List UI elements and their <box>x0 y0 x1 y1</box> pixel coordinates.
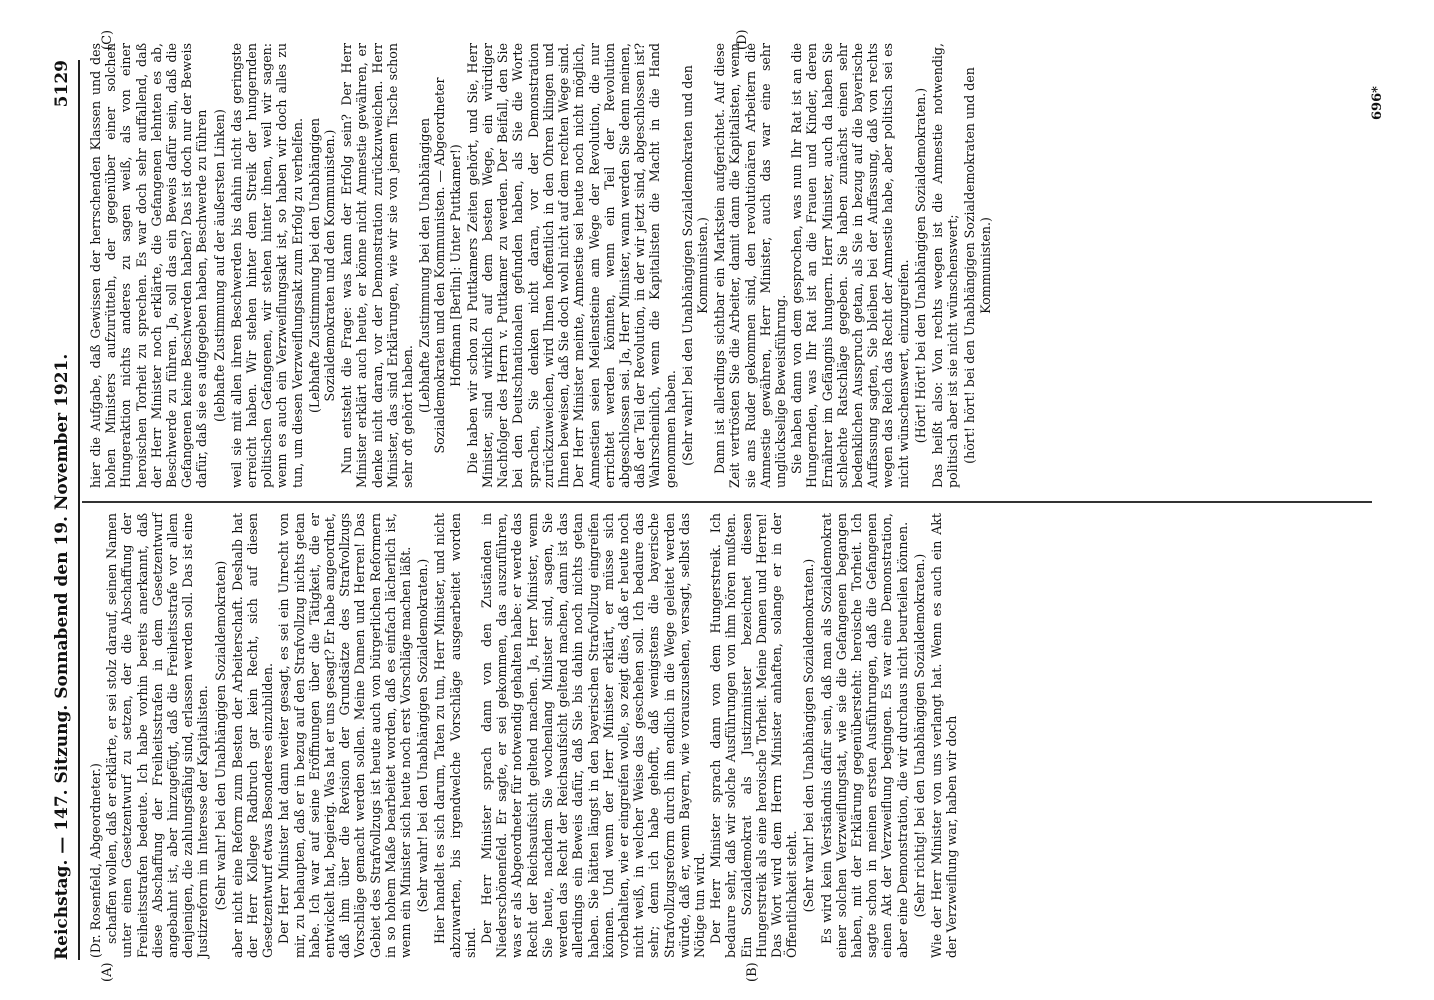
paragraph: Nun entsteht die Frage: was kann der Erfolg sein? Der Herr Minister erklärt auch heute, er könne nicht Amnestie gewähren, er denke nicht daran, vor der Demonstration zurückzuweichen. Herr Minister, das sind Erklärungen, wie wir sie von jenem Tische schon sehr oft gehört haben. <box>339 43 416 488</box>
header-rule <box>78 60 80 960</box>
running-title: Reichstag. — 147. Sitzung. Sonnabend den 19. November 1921. <box>52 353 72 960</box>
paragraph: Es wird kein Verständnis dafür sein, daß man als Sozialdemokrat einer solchen Verzweiflungstat, wie sie die Gefangenen begangen haben, mit der Erklärung gegenübersteht: heroische Torheit. Ich sagte schon in meinen ersten Ausführungen, daß die Gefangenen einen Akt der Verzweiflung begingen. Es war eine Demonstration, aber eine Demonstration, die wir durchaus nicht beurteilen können. <box>818 513 910 958</box>
page-number: 5129 <box>52 60 72 108</box>
paragraph: Hier handelt es sich darum, Taten zu tun, Herr Minister, und nicht abzuwarten, bis irgendwelche Vorschläge ausgearbeitet worden sind. <box>432 513 478 958</box>
paragraph: aber nicht eine Reform zum Besten der Arbeiterschaft. Deshalb hat der Herr Kollege Radbruch gar kein Recht, sich auf diesen Gesetzentwurf etwas Besonderes einzubilden. <box>229 513 276 958</box>
interjection: (Sehr wahr! bei den Unabhängigen Sozialdemokraten.) <box>801 558 817 913</box>
right-column <box>88 43 995 488</box>
paragraph: Das heißt also: Von rechts wegen ist die Amnestie notwendig, politisch aber ist sie nicht wünschenswert; <box>929 43 961 488</box>
paragraph: Der Herr Minister sprach dann von den Zuständen in Niederschönenfeld. Er sagte, er sei gekommen, das auszuführen, was er als Abgeordneter für notwendig gehalten habe: er werde das Recht der Reichsaufsicht geltend machen. Ja, Herr Minister, wenn Sie heute, nachdem Sie wochenlang Minister sind, sagen, Sie werden das Recht der Reichsaufsicht geltend machen, dann ist das allerdings ein Beweis dafür, daß Sie bis dahin noch nichts getan haben. Sie hätten längst in den bayerischen Strafvollzug eingreifen können. Und wenn der Herr Minister erklärt, er müsse sich vorbehalten, wie er eingreifen wolle, so zeigt dies, daß er heute noch nicht weiß, in welcher Weise das geschehen soll. Ich bedaure das sehr; denn ich habe gehofft, daß wenigstens die bayerische Strafvollzugsreform durch ihn endlich in die Wege geleitet werden würde, daß er, wenn Bayern, wie vorauszusehen, versagt, selbst das Nötige tun wird. <box>479 513 707 958</box>
digitization-note <box>1422 6 1434 996</box>
paragraph: Wie der Herr Minister von uns verlangt hat. Wenn es auch ein Akt der Verzweiflung war, haben wir doch <box>928 513 960 958</box>
paragraph: Der Herr Minister hat dann weiter gesagt, es sei ein Unrecht von mir, zu behaupten, daß er in bezug auf den Strafvollzug nichts getan habe. Ich war auf seine Eröffnungen über die Tätigkeit, die er entwickelt hat, begierig. Was hat er uns gesagt? Er habe angeordnet, daß ihm über die Revision der Grundsätze des Strafvollzugs Vorschläge gemacht werden sollen. Meine Damen und Herren! Das Gebiet des Strafvollzugs ist heute auch von bürgerlichen Reformern in so hohem Maße bearbeitet worden, daß es einfach lächerlich ist, wenn ein Minister sich heute noch erst Vorschläge machen läßt. <box>276 513 414 958</box>
margin-mark-b: (B) <box>745 962 760 982</box>
margin-mark-a: (A) <box>100 962 115 982</box>
interjection: (Sehr wahr! bei den Unabhängigen Sozialdemokraten.) <box>415 558 431 913</box>
speaker-line: (Dr. Rosenfeld, Abgeordneter.) <box>88 763 103 958</box>
margin-mark-c: (C) <box>100 29 115 50</box>
paragraph: Der Herr Minister sprach dann von dem Hungerstreik. Ich bedaure sehr, daß wir solche Ausführungen von ihm hören mußten. Ein Sozialdemokrat als Justizminister bezeichnet diesen Hungerstreik als eine heroische Torheit. Meine Damen und Herren! Das Wort wird dem Herrn Minister anhaften, solange er in der Öffentlichkeit steht. <box>708 513 800 958</box>
interjection: (Sehr wahr! bei den Unabhängigen Sozialdemokraten und den Kommunisten.) <box>679 65 710 466</box>
signature-mark: 696* <box>1370 86 1385 120</box>
paragraph: hier die Aufgabe, daß Gewissen der herrschenden Klassen und des hohen Ministers aufzurütteln, der gegenüber einer solchen Hungeraktion nichts anderes zu sagen weiß, als von einer heroischen Torheit zu sprechen. Es war doch sehr auffallend, daß der Herr Minister noch erklärte, die Gefangenen lehnten es ab, Beschwerde zu führen. Ja, soll das ein Beweis dafür sein, daß die Gefangenen keine Beschwerden haben? Das ist doch nur der Beweis dafür, daß sie es aufgegeben haben, Beschwerde zu führen <box>88 43 210 488</box>
interjection: (hört! hört! bei den Unabhängigen Sozialdemokraten und den Kommunisten.) <box>962 67 993 464</box>
left-column <box>88 513 960 958</box>
interjection: (Hört! Hört! bei den Unabhängigen Sozialdemokraten.) <box>912 87 928 444</box>
paragraph: Die haben wir schon zu Puttkamers Zeiten gehört, und Sie, Herr Minister, sind wirklich auf dem besten Wege, ein würdiger Nachfolger des Herrn v. Puttkamer zu werden. Der Beifall, den Sie bei den Deutschnationalen gefunden haben, als Sie die Worte sprachen, Sie denken nicht daran, vor der Demonstration zurückzuweichen, wird Ihnen hoffentlich in den Ohren klingen und Ihnen beweisen, daß Sie doch wohl nicht auf dem rechten Wege sind. Der Herr Minister meinte, Amnestie sei heute noch nicht möglich, Amnestien seien Meilensteine am Wege der Revolution, die nur errichtet werden könnten, wenn ein Teil der Revolution abgeschlossen sei. Ja, Herr Minister, wann werden Sie denn meinen, daß der Teil der Revolution, in der wir jetzt sind, abgeschlossen ist? Wahrscheinlich, wenn die Kapitalisten die Macht in die Hand genommen haben. <box>464 43 678 488</box>
paragraph: Dann ist allerdings sichtbar ein Markstein aufgerichtet. Auf diese Zeit vertrösten Sie die Arbeiter, damit dann die Kapitalisten, wenn sie ans Ruder gekommen sind, den revolutionären Arbeitern die Amnestie gewähren, Herr Minister, auch das war eine sehr unglückselige Beweisführung. <box>712 43 788 488</box>
margin-mark-d: (D) <box>735 29 750 50</box>
page-header <box>52 60 76 960</box>
interjection: (Lebhafte Zustimmung bei den Unabhängigen Sozialdemokraten und den Kommunisten. — Abgeordneter Hoffmann [Berlin]: Unter Puttkamer!) <box>417 77 463 454</box>
interjection: (Sehr wahr! bei den Unabhängigen Sozialdemokraten) <box>212 560 228 911</box>
paragraph: weil sie mit allen ihren Beschwerden bis dahin nicht das geringste erreicht haben. Wir stehen hinter dem Streik der hungernden politischen Gefangenen, wir stehen hinter ihnen, weil wir sagen: wenn es auch ein Verzweiflungsakt ist, so haben wir doch alles zu tun, um diesen Verzweiflungsakt zum Erfolg zu verhelfen. <box>228 43 305 488</box>
interjection: (lebhafte Zustimmung auf der äußersten Linken) <box>211 109 227 422</box>
interjection: (Sehr richtig! bei den Unabhängigen Sozialdemokraten.) <box>911 553 927 918</box>
interjection: (Lebhafte Zustimmung bei den Unabhängigen Sozialdemokraten und den Kommunisten.) <box>306 117 338 414</box>
paragraph: schaffen wollen, daß er erklärte, er sei stolz darauf, seinen Namen unter einen Gesetzentwurf zu setzen, der die Abschaffung der Freiheitsstrafen bedeute. Ich habe vorhin bereits anerkannt, daß diese Abschaffung der Freiheitsstrafen in dem Gesetzentwurf angebahnt ist, aber hinzugefügt, daß die Freiheitsstrafe vor allem denjenigen, die zahlungsfähig sind, erlassen werden soll. Das ist eine Justizreform im Interesse der Kapitalisten. <box>104 513 211 958</box>
paragraph: Sie haben dann von dem gesprochen, was nun Ihr Rat ist an die Hungernden, was Ihr Rat ist an die Frauen und Kinder, deren Ernährer im Gefängnis hungern. Herr Minister, auch da haben Sie schlechte Ratschläge gegeben. Sie haben zunächst einen sehr bedenklichen Ausspruch getan, als Sie in bezug auf die bayerische Auffassung sagten, Sie bleiben bei der Auffassung, daß von rechts wegen das Reich das Recht der Amnestie habe, aber politisch sei es nicht wünschenswert, einzugreifen. <box>789 43 911 488</box>
column-divider <box>82 501 1372 503</box>
